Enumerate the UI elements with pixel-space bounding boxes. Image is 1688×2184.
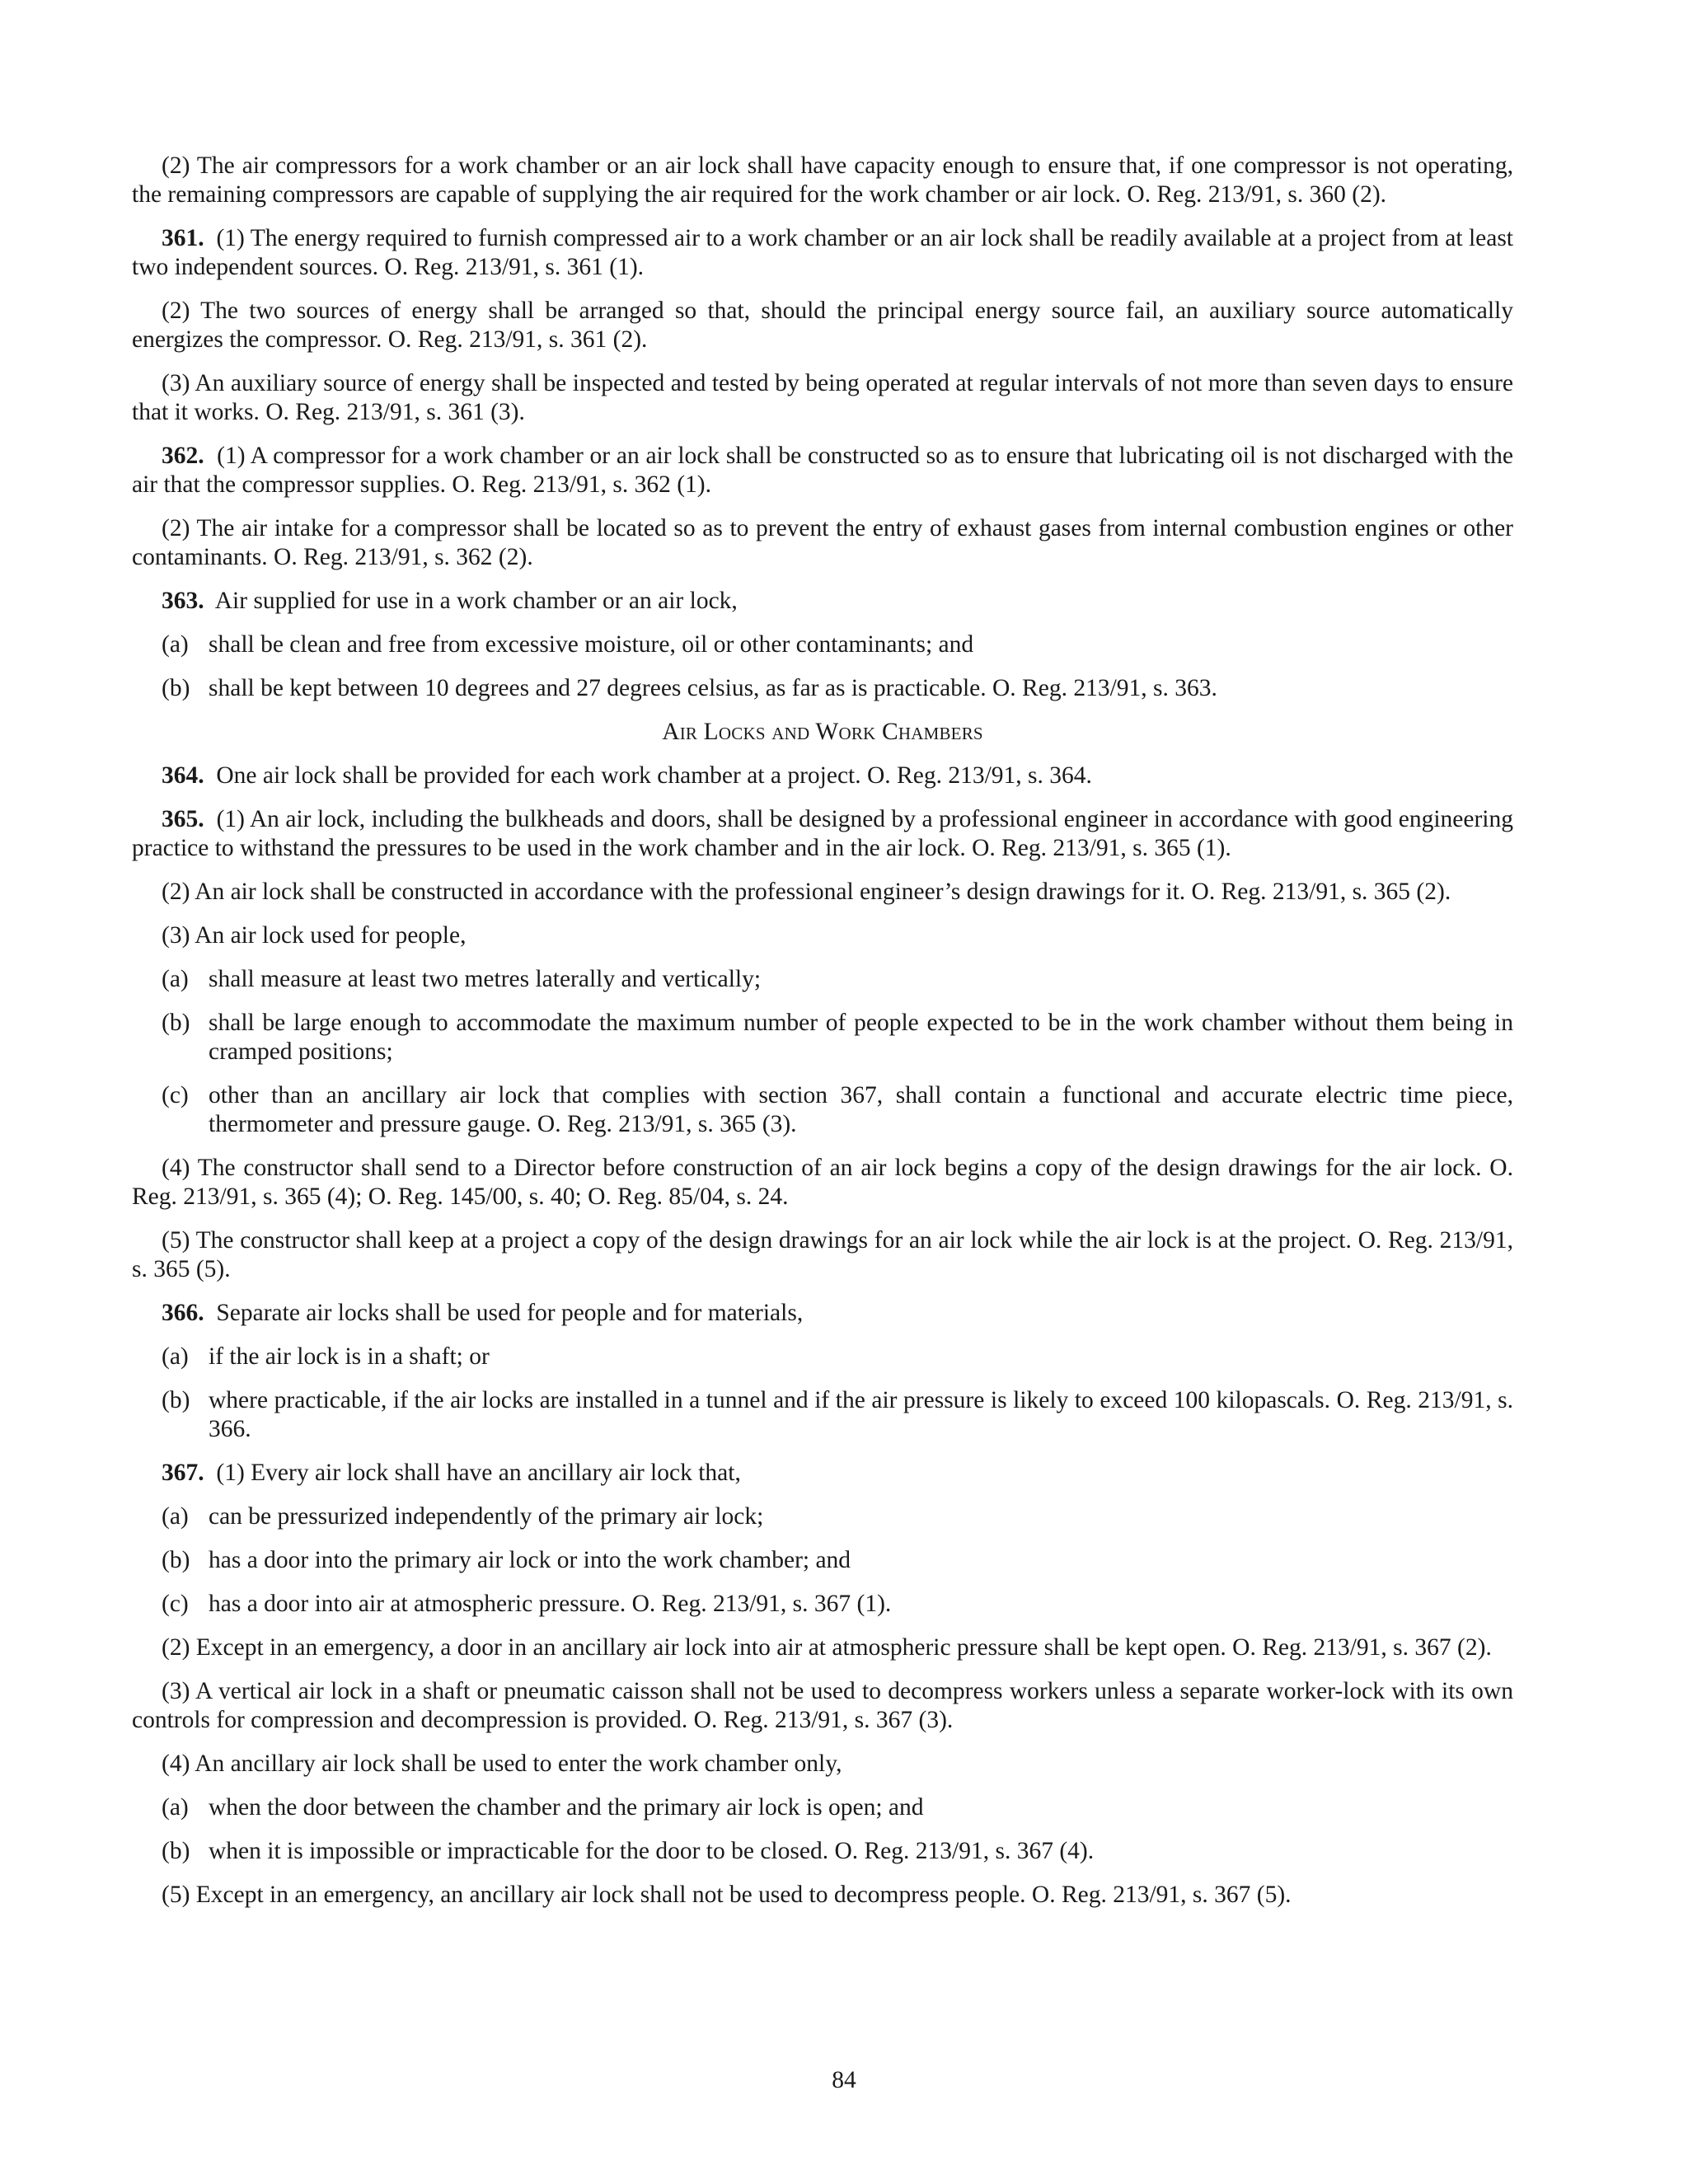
section-number: 366. <box>162 1300 204 1326</box>
list-item-label: (a) <box>162 631 189 658</box>
paragraph <box>132 369 1513 427</box>
paragraph-text: (2) Except in an emergency, a door in an ancillary air lock into air at atmospheric pressure shall be kept open. O. Reg. 213/91, s. 367 (2). <box>162 1634 1492 1661</box>
list-item <box>132 1386 1513 1444</box>
paragraph-text: (3) An air lock used for people, <box>162 922 467 949</box>
section-number: 364. <box>162 762 204 789</box>
list-item-text: has a door into air at atmospheric pressure. O. Reg. 213/91, s. 367 (1). <box>209 1591 892 1617</box>
paragraph-text: (3) A vertical air lock in a shaft or pneumatic caisson shall not be used to decompress workers unless a separate worker-lock with its own controls for compression and decompression is provided. O. Reg. 213/91, s. 367 (3). <box>132 1678 1513 1733</box>
paragraph <box>132 224 1513 282</box>
list-item-label: (b) <box>162 675 190 701</box>
list-item <box>132 1546 1513 1575</box>
paragraph-text: (2) An air lock shall be constructed in accordance with the professional engineer’s design drawings for it. O. Reg. 213/91, s. 365 (2). <box>162 879 1451 905</box>
list-item <box>132 1009 1513 1066</box>
list-item-label: (b) <box>162 1838 190 1864</box>
paragraph <box>132 1299 1513 1328</box>
paragraph <box>132 297 1513 354</box>
paragraph-text: (3) An auxiliary source of energy shall be inspected and tested by being operated at regular intervals of not more than seven days to ensure that it works. O. Reg. 213/91, s. 361 (3). <box>132 370 1513 425</box>
list-item <box>132 1793 1513 1822</box>
list-item-text: shall be kept between 10 degrees and 27 degrees celsius, as far as is practicable. O. Reg. 213/91, s. 363. <box>209 675 1217 701</box>
section-number: 361. <box>162 225 204 251</box>
list-item-text: can be pressurized independently of the primary air lock; <box>209 1503 764 1530</box>
list-item <box>132 1837 1513 1866</box>
list-item-text: if the air lock is in a shaft; or <box>209 1343 490 1370</box>
paragraph-text: (4) The constructor shall send to a Director before construction of an air lock begins a copy of the design drawings for the air lock. O. Reg. 213/91, s. 365 (4); O. Reg. 145/00, s. 40; O. Reg. 85/04, s. 24. <box>132 1155 1513 1210</box>
list-item-text: has a door into the primary air lock or into the work chamber; and <box>209 1547 851 1573</box>
paragraph <box>132 1677 1513 1735</box>
list-item-label: (c) <box>162 1082 189 1108</box>
list-item-label: (c) <box>162 1591 189 1617</box>
paragraph-text: (2) The air compressors for a work chamber or an air lock shall have capacity enough to ensure that, if one compressor is not operating, the remaining compressors are capable of supplying the air required for the work chamber or air lock. O. Reg. 213/91, s. 360 (2). <box>132 152 1513 208</box>
list-item <box>132 1343 1513 1371</box>
paragraph <box>132 1459 1513 1488</box>
paragraph-text: One air lock shall be provided for each work chamber at a project. O. Reg. 213/91, s. 364. <box>216 762 1092 789</box>
list-item-text: shall be clean and free from excessive moisture, oil or other contaminants; and <box>209 631 974 658</box>
paragraph-text: (5) Except in an emergency, an ancillary air lock shall not be used to decompress people. O. Reg. 213/91, s. 367 (5). <box>162 1882 1292 1908</box>
list-item-text: when it is impossible or impracticable for the door to be closed. O. Reg. 213/91, s. 367 (4). <box>209 1838 1095 1864</box>
list-item-label: (a) <box>162 1343 189 1370</box>
list-item <box>132 1502 1513 1531</box>
section-number: 365. <box>162 806 204 832</box>
paragraph <box>132 514 1513 572</box>
document-body <box>132 152 1513 1924</box>
paragraph <box>132 442 1513 499</box>
section-number: 362. <box>162 443 204 469</box>
paragraph-text: Air supplied for use in a work chamber or an air lock, <box>214 588 738 614</box>
paragraph-text: Separate air locks shall be used for people and for materials, <box>216 1300 804 1326</box>
paragraph <box>132 1881 1513 1910</box>
paragraph <box>132 587 1513 616</box>
list-item-text: where practicable, if the air locks are installed in a tunnel and if the air pressure is likely to exceed 100 kilopascals. O. Reg. 213/91, s. 366. <box>209 1387 1513 1442</box>
section-number: 363. <box>162 588 204 614</box>
paragraph <box>132 921 1513 950</box>
list-item-text: other than an ancillary air lock that complies with section 367, shall contain a functional and accurate electric time piece, thermometer and pressure gauge. O. Reg. 213/91, s. 365 (3). <box>209 1082 1513 1137</box>
paragraph-text: (1) A compressor for a work chamber or an air lock shall be constructed so as to ensure that lubricating oil is not discharged with the air that the compressor supplies. O. Reg. 213/91, s. 362 (1). <box>132 443 1514 498</box>
page-number: 84 <box>832 2067 856 2093</box>
list-item-text: shall measure at least two metres laterally and vertically; <box>209 966 762 992</box>
paragraph <box>132 762 1513 790</box>
paragraph <box>132 878 1513 907</box>
list-item <box>132 1590 1513 1619</box>
list-item-text: shall be large enough to accommodate the maximum number of people expected to be in the work chamber without them being in cramped positions; <box>209 1010 1513 1065</box>
list-item <box>132 1081 1513 1139</box>
paragraph <box>132 1226 1513 1284</box>
paragraph <box>132 1750 1513 1779</box>
list-item-text: when the door between the chamber and the primary air lock is open; and <box>209 1794 924 1821</box>
list-item <box>132 674 1513 703</box>
list-item-label: (b) <box>162 1387 190 1413</box>
paragraph <box>132 152 1513 209</box>
list-item-label: (b) <box>162 1010 190 1036</box>
list-item <box>132 965 1513 994</box>
paragraph-text: (1) Every air lock shall have an ancillary air lock that, <box>216 1460 741 1486</box>
list-item-label: (a) <box>162 966 189 992</box>
section-heading: Air Locks and Work Chambers <box>662 719 983 745</box>
list-item-label: (a) <box>162 1503 189 1530</box>
section-number: 367. <box>162 1460 204 1486</box>
paragraph-text: (1) An air lock, including the bulkheads and doors, shall be designed by a professional engineer in accordance with good engineering practice to withstand the pressures to be used in the work chamber and in the air lock. O. Reg. 213/91, s. 365 (1). <box>132 806 1513 861</box>
list-item-label: (a) <box>162 1794 189 1821</box>
paragraph-text: (2) The air intake for a compressor shall be located so as to prevent the entry of exhaust gases from internal combustion engines or other contaminants. O. Reg. 213/91, s. 362 (2). <box>132 515 1513 570</box>
paragraph-text: (5) The constructor shall keep at a project a copy of the design drawings for an air lock while the air lock is at the project. O. Reg. 213/91, s. 365 (5). <box>132 1227 1513 1282</box>
paragraph-text: (2) The two sources of energy shall be arranged so that, should the principal energy source fail, an auxiliary source automatically energizes the compressor. O. Reg. 213/91, s. 361 (2). <box>132 298 1513 353</box>
paragraph <box>132 1154 1513 1212</box>
list-item-label: (b) <box>162 1547 190 1573</box>
paragraph <box>132 805 1513 863</box>
paragraph-text: (1) The energy required to furnish compressed air to a work chamber or an air lock shall be readily available at a project from at least two independent sources. O. Reg. 213/91, s. 361 (1). <box>132 225 1513 280</box>
paragraph-text: (4) An ancillary air lock shall be used to enter the work chamber only, <box>162 1750 842 1777</box>
paragraph <box>132 1633 1513 1662</box>
list-item <box>132 630 1513 659</box>
